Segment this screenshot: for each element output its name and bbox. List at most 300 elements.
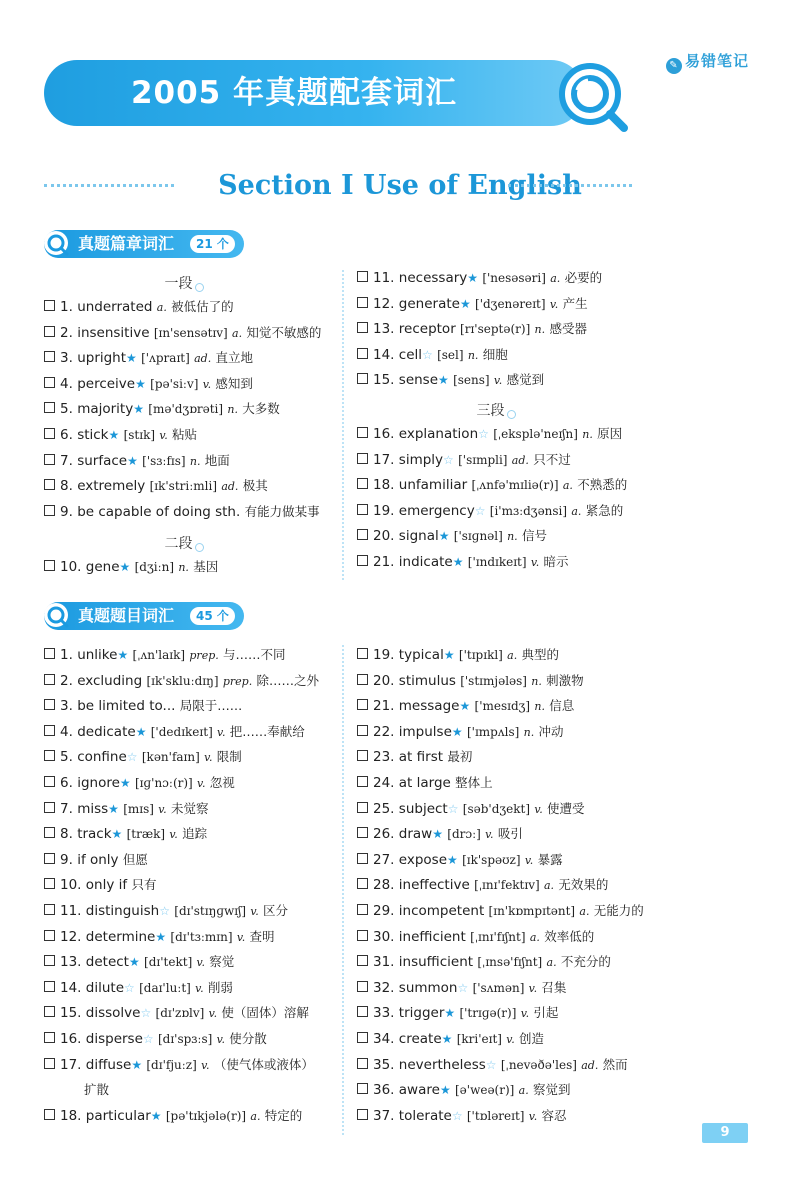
item-meaning: 冲动 <box>538 723 564 739</box>
checkbox-icon[interactable] <box>357 1032 368 1043</box>
item-phonetic: ['sɪɡnəl] <box>453 529 503 544</box>
page-number: 9 <box>702 1123 748 1143</box>
item-word: surface <box>77 452 128 469</box>
paragraph-label <box>164 273 204 293</box>
item-meaning: 使分散 <box>229 1031 267 1046</box>
item-number: 5. <box>60 749 73 766</box>
vocab-item <box>44 672 319 691</box>
item-meaning: 紧急的 <box>585 502 624 518</box>
checkbox-icon[interactable] <box>44 930 55 941</box>
item-phonetic: ['ɪmpʌls] <box>466 724 520 739</box>
star-icon: ★ <box>438 529 450 544</box>
vocab-item <box>357 851 563 870</box>
item-pos: a. <box>562 479 573 493</box>
item-number: 18. <box>373 477 395 494</box>
item-word: disperse <box>85 1031 143 1047</box>
item-meaning: 局限于…… <box>179 698 243 714</box>
item-phonetic: [mə'dʒɒrəti] <box>148 402 224 417</box>
item-meaning: 信息 <box>549 698 575 714</box>
item-number: 3. <box>60 350 73 367</box>
item-pos: v. <box>506 1033 515 1046</box>
item-word: dilute <box>85 979 125 996</box>
star-icon: ★ <box>135 724 147 739</box>
checkbox-icon[interactable] <box>357 322 368 333</box>
item-meaning: （使气体或液体） <box>213 1056 314 1072</box>
circle-decor-icon <box>195 543 204 552</box>
item-phonetic: [dɪ'stɪŋɡwɪʃ] <box>174 904 247 918</box>
circle-decor-icon <box>195 283 204 292</box>
item-phonetic: [ɪɡ'nɔː(r)] <box>134 776 193 790</box>
item-phonetic: [ˌɪnɪ'fektɪv] <box>474 878 540 893</box>
vocab-item <box>357 527 547 546</box>
item-number: 37. <box>373 1107 395 1124</box>
item-word: particular <box>85 1107 151 1124</box>
item-meaning: 削弱 <box>207 979 233 995</box>
item-pos: ad. <box>581 1058 599 1072</box>
item-meaning: 产生 <box>562 295 588 311</box>
item-meaning: 察觉 <box>209 954 235 970</box>
star-icon: ★ <box>111 827 123 842</box>
checkbox-icon[interactable] <box>44 878 55 889</box>
checkbox-icon[interactable] <box>357 1058 368 1069</box>
item-pos: n. <box>523 725 535 739</box>
magnifier-icon <box>552 58 630 136</box>
paragraph-label <box>476 400 516 420</box>
checkbox-icon[interactable] <box>357 699 368 710</box>
star-icon: ★ <box>119 776 131 790</box>
item-pos: n. <box>531 674 542 688</box>
item-meaning: 未觉察 <box>170 800 209 816</box>
section-title: Section Ⅰ Use of English <box>218 170 582 201</box>
checkbox-icon[interactable] <box>44 853 55 864</box>
item-phonetic: [ɪn'sensətɪv] <box>153 325 228 340</box>
checkbox-icon[interactable] <box>357 674 368 685</box>
item-number: 8. <box>60 478 73 495</box>
category-label: 真题题目词汇 <box>78 606 175 625</box>
item-number: 21. <box>373 698 395 715</box>
item-meaning: 大多数 <box>242 401 280 417</box>
vocab-item <box>44 851 148 869</box>
item-meaning: 不熟悉的 <box>577 477 628 493</box>
item-meaning: 追踪 <box>182 826 208 842</box>
checkbox-icon[interactable] <box>357 1109 368 1120</box>
checkbox-icon[interactable] <box>44 428 55 439</box>
category-label: 真题篇章词汇 <box>78 234 175 253</box>
vocab-item <box>357 748 472 766</box>
item-word: excluding <box>77 672 143 689</box>
checkbox-icon[interactable] <box>357 348 368 359</box>
item-pos: n. <box>189 454 201 468</box>
checkbox-icon[interactable] <box>44 1109 55 1120</box>
item-pos: ad. <box>194 352 212 366</box>
vocab-item <box>357 320 587 339</box>
item-number: 4. <box>60 723 73 740</box>
item-number: 14. <box>60 979 82 996</box>
star-icon: ★ <box>133 402 144 417</box>
item-number: 9. <box>60 851 73 868</box>
checkbox-icon[interactable] <box>357 878 368 889</box>
item-meaning: 粘贴 <box>172 427 198 442</box>
vocab-item <box>357 451 571 470</box>
item-meaning: 创造 <box>518 1031 544 1046</box>
checkbox-icon[interactable] <box>44 377 55 388</box>
checkbox-icon[interactable] <box>357 427 368 438</box>
item-number: 15. <box>60 1005 82 1022</box>
item-phonetic: ['stɪmjələs] <box>460 673 527 688</box>
item-pos: a. <box>156 301 167 314</box>
star-icon: ★ <box>452 555 464 569</box>
vocab-item <box>357 902 644 921</box>
item-phonetic: ['tɒləreɪt] <box>466 1108 525 1123</box>
vocab-item <box>357 979 566 998</box>
star-icon: ★ <box>108 801 119 816</box>
item-pos: v. <box>158 802 167 816</box>
checkbox-icon[interactable] <box>357 827 368 838</box>
checkbox-icon[interactable] <box>357 297 368 308</box>
paragraph-label-text: 三段 <box>476 403 505 419</box>
item-meaning: 吸引 <box>497 826 523 842</box>
checkbox-icon[interactable] <box>357 1006 368 1017</box>
checkbox-icon[interactable] <box>357 981 368 992</box>
item-word: be limited to... <box>77 698 176 715</box>
item-meaning: 区分 <box>263 903 289 918</box>
item-phonetic: [dɪ'tɜːmɪn] <box>170 929 233 944</box>
item-number: 2. <box>60 672 73 689</box>
item-phonetic: [ˌnevəðə'les] <box>500 1057 577 1072</box>
item-number: 11. <box>60 903 82 919</box>
item-number: 12. <box>60 928 82 945</box>
vocab-item <box>357 1030 544 1049</box>
item-word: receptor <box>398 321 456 338</box>
item-meaning: 容忍 <box>541 1107 567 1123</box>
column-divider <box>342 645 344 1135</box>
vocab-item <box>357 697 574 716</box>
item-meaning: 暗示 <box>543 554 569 569</box>
star-icon: ★ <box>443 648 455 662</box>
checkbox-icon[interactable] <box>357 725 368 736</box>
item-number: 26. <box>373 826 395 843</box>
vocab-item <box>44 426 197 445</box>
column-divider <box>342 270 344 580</box>
checkbox-icon[interactable] <box>357 750 368 761</box>
item-phonetic: [ˌʌnfə'mɪliə(r)] <box>471 478 559 493</box>
checkbox-icon[interactable] <box>44 699 55 710</box>
item-meaning: 然而 <box>602 1056 628 1072</box>
item-meaning: 细胞 <box>482 346 508 362</box>
checkbox-icon[interactable] <box>357 776 368 787</box>
item-word: only if <box>85 877 128 894</box>
vocab-item <box>357 476 627 495</box>
checkbox-icon[interactable] <box>44 725 55 736</box>
star-icon: ★ <box>108 428 120 442</box>
item-meaning: 与……不同 <box>223 647 286 662</box>
item-pos: v. <box>236 930 246 944</box>
vocab-item <box>44 825 207 844</box>
page-title: 2005 年真题配套词汇 <box>130 75 458 111</box>
vocab-item <box>44 748 242 767</box>
item-meaning: 有能力做某事 <box>244 503 320 519</box>
item-word: signal <box>398 528 439 545</box>
checkbox-icon[interactable] <box>44 1006 55 1017</box>
item-meaning: 引起 <box>533 1005 559 1021</box>
vocab-item <box>357 672 584 691</box>
item-phonetic: [rɪ'septə(r)] <box>460 322 531 337</box>
checkbox-icon[interactable] <box>357 648 368 659</box>
item-word: if only <box>77 851 119 868</box>
item-number: 1. <box>60 299 73 315</box>
checkbox-icon[interactable] <box>357 271 368 282</box>
item-number: 34. <box>373 1031 395 1047</box>
item-pos: v. <box>159 429 168 442</box>
item-pos: prep. <box>222 674 253 688</box>
item-word: sense <box>398 372 439 389</box>
item-number: 16. <box>60 1031 82 1047</box>
item-number: 13. <box>373 321 395 338</box>
item-number: 19. <box>373 647 395 663</box>
item-pos: v. <box>520 1007 530 1021</box>
star-icon: ★ <box>467 271 479 285</box>
checkbox-icon[interactable] <box>357 904 368 915</box>
word-count-badge: 45 个 <box>190 607 235 625</box>
item-meaning: 只不过 <box>533 451 571 467</box>
item-pos: a. <box>579 905 590 918</box>
vocab-item <box>357 1081 571 1100</box>
item-word: aware <box>398 1082 440 1099</box>
item-pos: n. <box>467 348 479 362</box>
checkbox-icon[interactable] <box>357 478 368 489</box>
vocab-item <box>44 1107 302 1126</box>
checkbox-icon[interactable] <box>357 504 368 515</box>
checkbox-icon[interactable] <box>44 776 55 787</box>
star-icon: ☆ <box>447 801 459 816</box>
item-pos: ad. <box>221 480 239 494</box>
item-pos: a. <box>518 1084 529 1098</box>
checkbox-icon[interactable] <box>357 555 368 566</box>
vocab-item <box>357 502 623 521</box>
item-number: 1. <box>60 647 73 663</box>
item-pos: n. <box>534 700 545 714</box>
item-meaning: 必要的 <box>564 270 603 285</box>
item-meaning: 查明 <box>249 928 275 944</box>
star-icon: ☆ <box>159 904 170 918</box>
item-pos: v. <box>169 828 178 842</box>
item-phonetic: [i'mɜːdʒənsi] <box>489 503 568 518</box>
vocab-item <box>44 953 234 972</box>
vocab-item <box>44 324 321 343</box>
item-word: unlike <box>77 647 118 663</box>
star-icon: ☆ <box>124 980 135 995</box>
item-meaning: 感觉到 <box>506 372 545 388</box>
decor-dots-right <box>508 184 632 187</box>
vocab-item <box>44 876 156 894</box>
item-number: 6. <box>60 775 73 791</box>
item-word: draw <box>398 826 433 843</box>
item-pos: v. <box>530 556 540 569</box>
checkbox-icon[interactable] <box>44 904 55 915</box>
item-number: 17. <box>60 1056 82 1073</box>
item-word: dissolve <box>85 1005 141 1022</box>
checkbox-icon[interactable] <box>357 1083 368 1094</box>
item-pos: v. <box>201 1058 210 1072</box>
item-phonetic: [dɪ'zɒlv] <box>155 1006 205 1021</box>
item-pos: n. <box>227 403 238 417</box>
star-icon: ☆ <box>478 427 489 441</box>
item-word: summon <box>398 979 458 996</box>
item-word: incompetent <box>398 903 485 919</box>
item-word: confine <box>77 749 127 766</box>
item-phonetic: [træk] <box>126 827 166 842</box>
vocab-item <box>357 269 602 288</box>
item-meaning: 但愿 <box>122 851 148 867</box>
checkbox-icon[interactable] <box>44 560 55 571</box>
item-word: create <box>398 1031 442 1047</box>
star-icon: ★ <box>459 699 471 714</box>
checkbox-icon[interactable] <box>44 402 55 413</box>
checkbox-icon[interactable] <box>44 454 55 465</box>
vocab-item <box>44 646 286 665</box>
vocab-item <box>357 295 588 314</box>
star-icon: ★ <box>459 296 471 311</box>
checkbox-icon[interactable] <box>357 930 368 941</box>
item-number: 19. <box>373 502 395 519</box>
vocab-item <box>44 1056 314 1075</box>
item-phonetic: [ɪk'striːmli] <box>149 479 218 494</box>
checkbox-icon[interactable] <box>357 802 368 813</box>
vocab-item <box>44 400 280 419</box>
checkbox-icon[interactable] <box>357 529 368 540</box>
vocab-item <box>357 800 585 819</box>
item-word: expose <box>398 851 448 868</box>
item-number: 10. <box>60 559 82 575</box>
checkbox-icon[interactable] <box>44 648 55 659</box>
item-number: 17. <box>373 451 395 468</box>
vocab-item <box>357 953 611 972</box>
vocab-item <box>357 928 594 947</box>
item-pos: v. <box>202 377 212 391</box>
item-number: 8. <box>60 826 73 843</box>
item-word: generate <box>398 295 460 312</box>
item-pos: v. <box>195 981 204 995</box>
checkbox-icon[interactable] <box>44 505 55 516</box>
item-pos: a. <box>543 879 555 893</box>
vocab-item <box>357 346 508 365</box>
item-pos: v. <box>197 777 206 790</box>
star-icon: ★ <box>127 453 138 468</box>
checkbox-icon[interactable] <box>44 351 55 362</box>
checkbox-icon[interactable] <box>44 674 55 685</box>
pen-icon: ✎ <box>666 58 682 74</box>
item-word: ignore <box>77 775 120 791</box>
item-pos: ad. <box>511 453 529 467</box>
item-word: gene <box>85 559 120 575</box>
item-phonetic: [ə'weə(r)] <box>455 1083 515 1098</box>
star-icon: ★ <box>131 1057 143 1072</box>
item-word: emergency <box>398 502 475 519</box>
item-word: explanation <box>398 426 479 442</box>
item-word: insufficient <box>398 954 474 971</box>
vocab-item <box>357 774 493 792</box>
vocab-item <box>44 477 268 496</box>
star-icon: ★ <box>150 1108 162 1123</box>
checkbox-icon[interactable] <box>44 479 55 490</box>
item-word: indicate <box>398 554 453 570</box>
checkbox-icon[interactable] <box>44 326 55 337</box>
item-number: 13. <box>60 954 82 971</box>
item-number: 9. <box>60 503 73 520</box>
star-icon: ☆ <box>485 1057 497 1072</box>
item-phonetic: ['trɪɡə(r)] <box>459 1006 517 1021</box>
item-pos: v. <box>196 956 205 970</box>
checkbox-icon[interactable] <box>44 1032 55 1043</box>
star-icon: ★ <box>126 351 137 366</box>
item-word: extremely <box>77 478 146 495</box>
item-number: 7. <box>60 452 73 469</box>
star-icon: ★ <box>117 648 129 662</box>
item-number: 14. <box>373 346 395 363</box>
item-meaning: 最初 <box>447 749 473 765</box>
item-number: 28. <box>373 877 395 894</box>
item-pos: v. <box>524 853 534 867</box>
item-word: miss <box>77 800 109 817</box>
item-phonetic: [sel] <box>437 347 464 362</box>
item-phonetic: [dʒiːn] <box>134 560 175 574</box>
item-number: 15. <box>373 372 395 389</box>
item-number: 27. <box>373 851 395 868</box>
item-word: impulse <box>398 723 452 740</box>
checkbox-icon[interactable] <box>44 981 55 992</box>
checkbox-icon[interactable] <box>44 300 55 311</box>
star-icon: ★ <box>447 852 458 867</box>
item-phonetic: [kən'faɪn] <box>141 750 200 765</box>
item-phonetic: [kri'eɪt] <box>456 1032 502 1046</box>
item-phonetic: [ɪn'kɒmpɪtənt] <box>488 904 576 918</box>
item-pos: v. <box>216 1033 225 1046</box>
item-word: inefficient <box>398 928 466 945</box>
item-number: 10. <box>60 877 82 894</box>
checkbox-icon[interactable] <box>44 955 55 966</box>
item-phonetic: ['tɪpɪkl] <box>458 648 503 662</box>
item-number: 2. <box>60 324 73 341</box>
item-meaning: 效率低的 <box>544 928 595 944</box>
item-word: stimulus <box>398 672 456 689</box>
item-word: diffuse <box>85 1056 132 1073</box>
checkbox-icon[interactable] <box>44 827 55 838</box>
item-number: 12. <box>373 295 395 312</box>
item-pos: v. <box>493 374 503 388</box>
checkbox-icon[interactable] <box>357 955 368 966</box>
item-word: upright <box>77 350 127 367</box>
checkbox-icon[interactable] <box>357 453 368 464</box>
star-icon: ★ <box>441 1032 453 1046</box>
checkbox-icon[interactable] <box>357 373 368 384</box>
checkbox-icon[interactable] <box>44 1058 55 1069</box>
item-number: 24. <box>373 775 395 791</box>
vocab-item <box>44 1030 267 1049</box>
vocab-item <box>44 979 233 998</box>
item-pos: a. <box>232 326 243 340</box>
vocab-item <box>357 646 559 665</box>
item-meaning: 除……之外 <box>256 672 320 688</box>
checkbox-icon[interactable] <box>44 750 55 761</box>
item-pos: n. <box>178 561 189 574</box>
star-icon: ☆ <box>443 452 454 467</box>
item-meaning: 不充分的 <box>560 954 611 970</box>
item-word: stick <box>77 427 109 443</box>
item-number: 6. <box>60 427 73 443</box>
checkbox-icon[interactable] <box>44 802 55 813</box>
vocab-item <box>44 800 208 819</box>
checkbox-icon[interactable] <box>357 853 368 864</box>
